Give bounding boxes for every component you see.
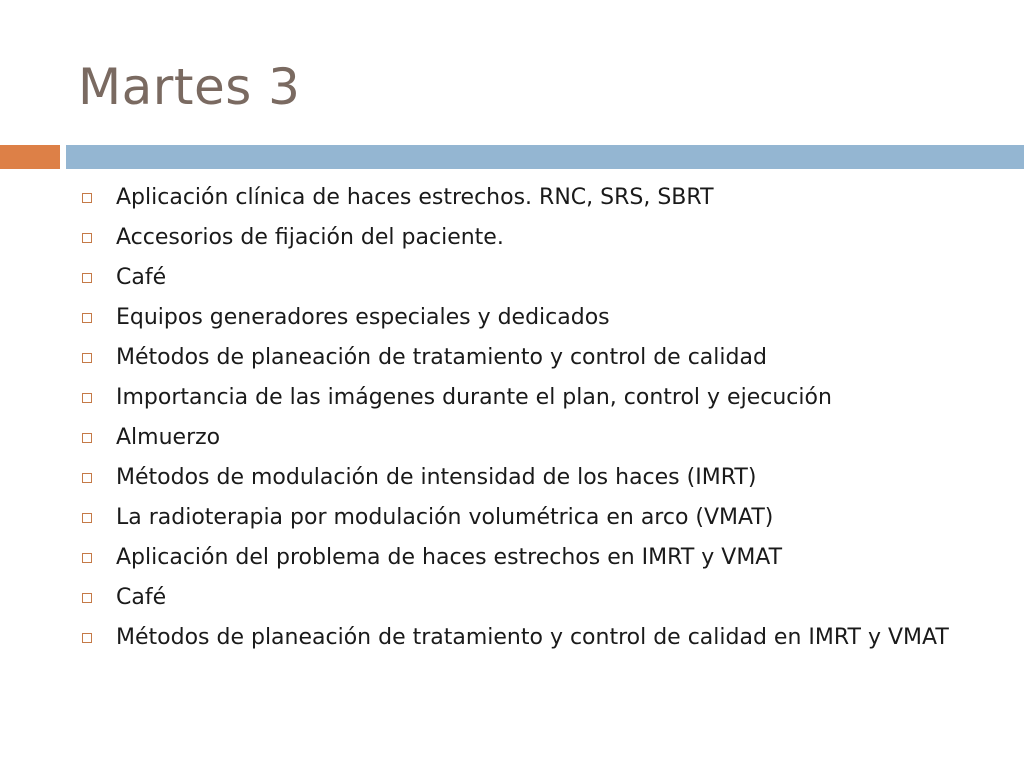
- bullet-item: [80, 503, 990, 533]
- slide-title: Martes 3: [78, 58, 301, 116]
- square-bullet-icon: [82, 433, 92, 443]
- bullet-text: Métodos de planeación de tratamiento y control de calidad: [116, 345, 767, 370]
- accent-bar-orange: [0, 145, 60, 169]
- square-bullet-icon: [82, 193, 92, 203]
- bullet-text: Café: [116, 265, 167, 290]
- bullet-text: Métodos de modulación de intensidad de los haces (IMRT): [116, 465, 757, 490]
- bullet-text: Equipos generadores especiales y dedicados: [116, 305, 610, 330]
- bullet-item: [80, 343, 990, 373]
- bullet-item: [80, 263, 990, 293]
- square-bullet-icon: [82, 513, 92, 523]
- bullet-text: Almuerzo: [116, 425, 221, 450]
- square-bullet-icon: [82, 273, 92, 283]
- square-bullet-icon: [82, 633, 92, 643]
- bullet-text: La radioterapia por modulación volumétrica en arco (VMAT): [116, 505, 774, 530]
- bullet-item: [80, 463, 990, 493]
- square-bullet-icon: [82, 313, 92, 323]
- bullet-text: Café: [116, 585, 167, 610]
- bullet-item: [80, 543, 990, 573]
- bullet-text: Aplicación clínica de haces estrechos. RNC, SRS, SBRT: [116, 185, 714, 210]
- square-bullet-icon: [82, 473, 92, 483]
- bullet-text: Métodos de planeación de tratamiento y control de calidad en IMRT y VMAT: [116, 625, 949, 650]
- bullet-text: Importancia de las imágenes durante el plan, control y ejecución: [116, 385, 832, 410]
- bullet-item: [80, 423, 990, 453]
- bullet-list: [80, 183, 990, 663]
- bullet-text: Accesorios de fijación del paciente.: [116, 225, 504, 250]
- bullet-item: [80, 303, 990, 333]
- bullet-text: Aplicación del problema de haces estrechos en IMRT y VMAT: [116, 545, 783, 570]
- square-bullet-icon: [82, 393, 92, 403]
- bullet-item: [80, 583, 990, 613]
- bullet-item: [80, 383, 990, 413]
- bullet-item: [80, 223, 990, 253]
- square-bullet-icon: [82, 593, 92, 603]
- bullet-item: [80, 183, 990, 213]
- accent-bar-blue: [66, 145, 1024, 169]
- bullet-item: [80, 623, 990, 653]
- square-bullet-icon: [82, 233, 92, 243]
- square-bullet-icon: [82, 553, 92, 563]
- square-bullet-icon: [82, 353, 92, 363]
